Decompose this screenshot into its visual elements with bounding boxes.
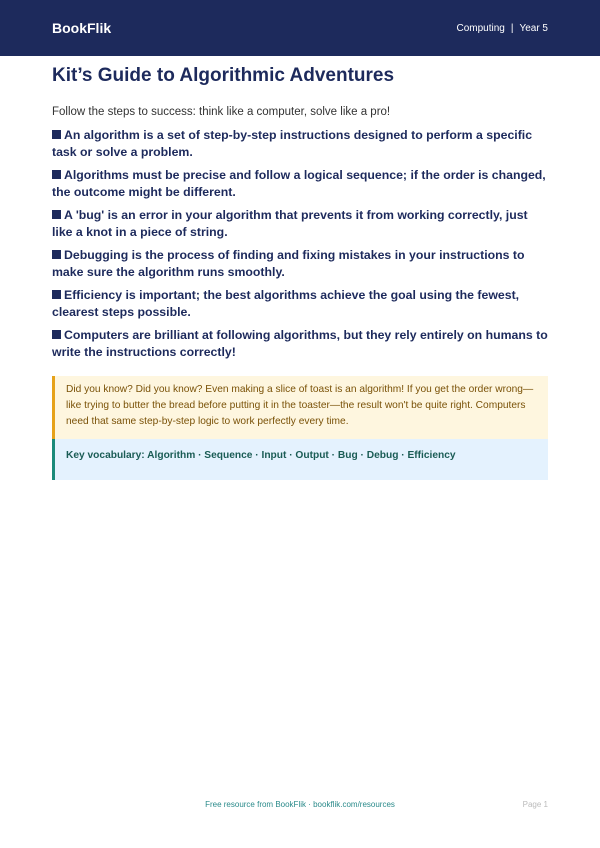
- square-bullet-icon: [52, 330, 61, 339]
- key-point: [52, 247, 548, 281]
- key-point: [52, 127, 548, 161]
- square-bullet-icon: [52, 130, 61, 139]
- site-header: [0, 0, 600, 56]
- key-point-text: An algorithm is a set of step-by-step instructions designed to perform a specific task or solve a problem.: [52, 128, 533, 159]
- did-you-know-callout: Did you know? Did you know? Even making a slice of toast is an algorithm! If you get the order wrong—like trying to butter the bread before putting it in the toaster—the result won't be quite right. Computers need that same step-by-step logic to work perfectly every time.: [52, 376, 548, 439]
- square-bullet-icon: [52, 290, 61, 299]
- key-point: [52, 167, 548, 201]
- key-point-text: Algorithms must be precise and follow a logical sequence; if the order is changed, the outcome might be different.: [52, 168, 546, 199]
- main-content: [52, 64, 548, 480]
- meta-separator: |: [510, 22, 514, 34]
- year-label: Year 5: [519, 22, 548, 34]
- key-point: [52, 327, 548, 361]
- key-point-text: Computers are brilliant at following algorithms, but they rely entirely on humans to write the instructions correctly!: [52, 328, 548, 359]
- key-point: [52, 287, 548, 321]
- key-point-text: A 'bug' is an error in your algorithm that prevents it from working correctly, just like a knot in a piece of string.: [52, 208, 528, 239]
- subject-label: Computing: [456, 22, 505, 34]
- page-footer: [0, 800, 600, 814]
- intro-text: Follow the steps to success: think like a computer, solve like a pro!: [52, 106, 391, 118]
- page-number: Page 1: [522, 800, 548, 809]
- square-bullet-icon: [52, 250, 61, 259]
- key-vocabulary-box: Key vocabulary: Algorithm · Sequence · Input · Output · Bug · Debug · Efficiency: [52, 439, 548, 480]
- square-bullet-icon: [52, 210, 61, 219]
- header-meta: [456, 23, 548, 34]
- key-point: [52, 207, 548, 241]
- key-point-text: Efficiency is important; the best algorithms achieve the goal using the fewest, clearest steps possible.: [52, 288, 520, 319]
- square-bullet-icon: [52, 170, 61, 179]
- brand-logo[interactable]: BookFlik: [52, 20, 112, 36]
- key-point-text: Debugging is the process of finding and fixing mistakes in your instructions to make sure the algorithm runs smoothly.: [52, 248, 525, 279]
- page-title: Kit’s Guide to Algorithmic Adventures: [52, 65, 395, 86]
- footer-credit-link[interactable]: Free resource from BookFlik · bookflik.com/resources: [205, 800, 395, 809]
